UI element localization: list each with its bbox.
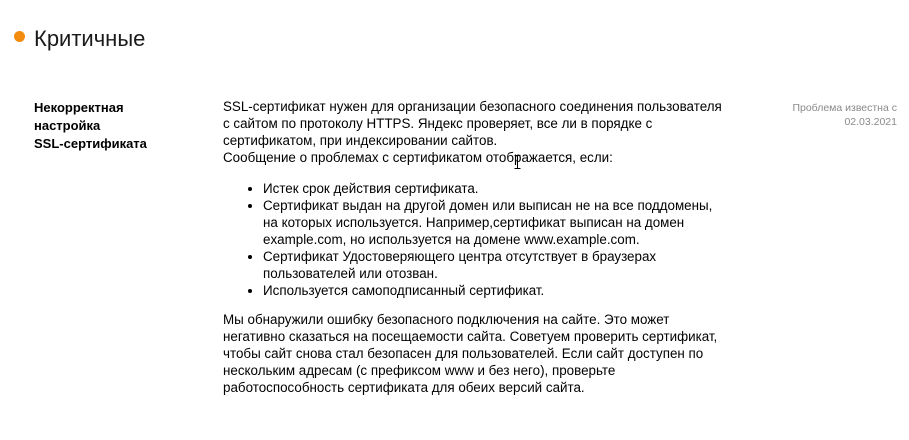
problem-title-line: SSL-сертификата bbox=[34, 136, 147, 151]
section-title: Критичные bbox=[34, 26, 146, 51]
known-since-date: 02.03.2021 bbox=[844, 116, 897, 128]
problem-known-since bbox=[737, 101, 897, 129]
problem-title bbox=[34, 99, 204, 153]
problem-list-intro: Сообщение о проблемах с сертификатом отображается, если: bbox=[223, 150, 613, 165]
problem-causes-list bbox=[223, 180, 723, 299]
list-item: • Истек срок действия сертификата. bbox=[263, 180, 723, 197]
list-item: • Сертификат Удостоверяющего центра отсутствует в браузерах пользователей или отозван. bbox=[263, 248, 723, 282]
known-since-label: Проблема известна с bbox=[792, 102, 897, 114]
text-cursor-icon bbox=[514, 155, 521, 169]
critical-dot-icon bbox=[14, 31, 25, 42]
problem-title-line: настройка bbox=[34, 118, 101, 133]
problem-title-line: Некорректная bbox=[34, 100, 124, 115]
problem-description-text: SSL-сертификат нужен для организации безопасного соединения пользователя с сайтом по протоколу HTTPS. Яндекс проверяет, все ли в порядке с сертификатом, при индексировании сайтов. bbox=[223, 99, 722, 148]
section-header bbox=[14, 24, 145, 54]
problem-description bbox=[223, 98, 723, 396]
list-item: • Сертификат выдан на другой домен или выписан не на все поддомены, на которых используется. Например,сертификат выписан на домен example.com, но используется на домене www.example.com. bbox=[263, 197, 723, 248]
problem-conclusion: Мы обнаружили ошибку безопасного подключения на сайте. Это может негативно сказаться на посещаемости сайта. Советуем проверить сертификат, чтобы сайт снова стал безопасен для пользователей. Если сайт доступен по нескольким адресам (с префиксом www и без него), проверьте работоспособность сертификата для обеих версий сайта. bbox=[223, 312, 718, 395]
list-item: • Используется самоподписанный сертификат. bbox=[263, 282, 723, 299]
